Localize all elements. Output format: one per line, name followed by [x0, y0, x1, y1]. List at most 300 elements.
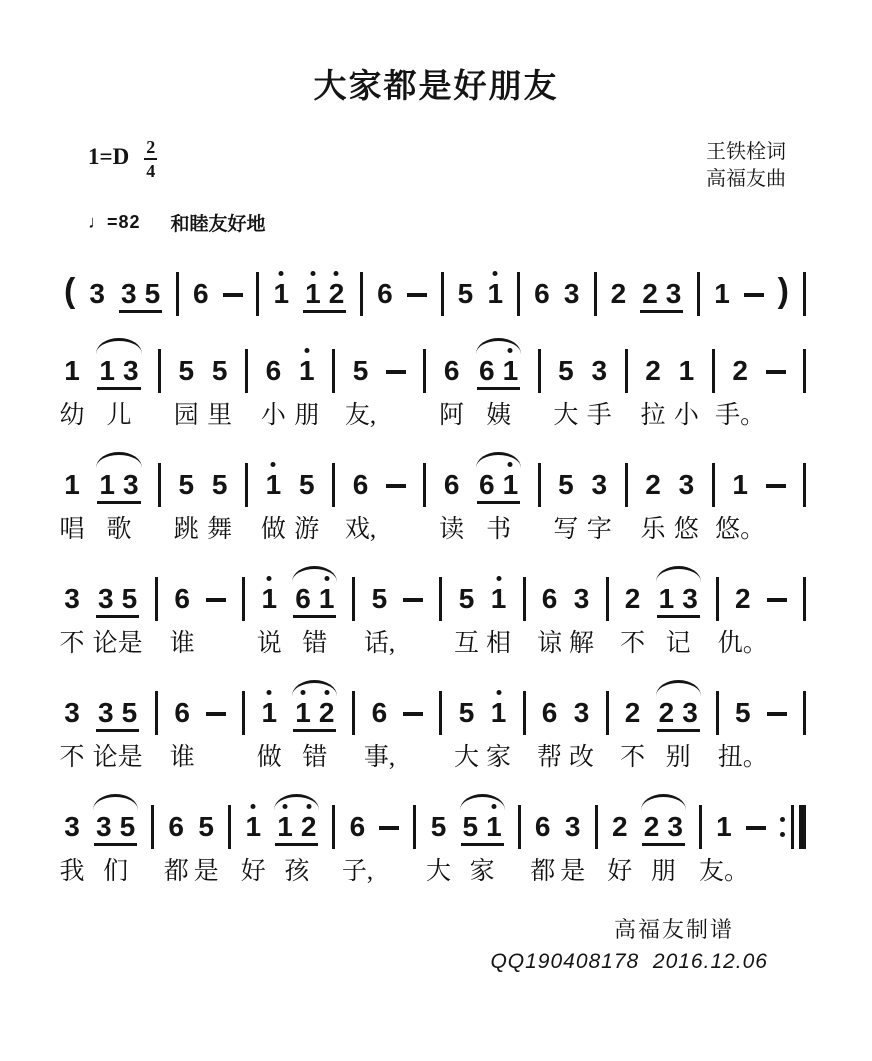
note — [487, 260, 503, 308]
note — [530, 793, 556, 885]
score — [0, 236, 872, 885]
lyric-syllable: 说 — [256, 630, 282, 657]
barline — [517, 272, 520, 316]
eighth-beam — [461, 813, 504, 846]
dash-line — [746, 826, 766, 830]
lyric-syllable: 不 — [59, 630, 85, 657]
barline — [699, 805, 702, 849]
note-digit-high-octave: 1 — [318, 583, 335, 614]
slur-arc — [96, 452, 141, 468]
slur-arc — [292, 680, 337, 696]
slur-arc — [641, 794, 686, 810]
time-signature-denominator: 4 — [146, 161, 156, 181]
note — [59, 337, 85, 429]
lyric-syllable: 好 — [240, 858, 266, 885]
barline — [594, 272, 597, 316]
barline — [155, 691, 158, 735]
note — [560, 793, 586, 885]
eighth-beam — [119, 280, 162, 313]
note-digit-high-octave: 1 — [490, 697, 507, 728]
note-digit: 6 — [174, 697, 190, 728]
eighth-beam — [275, 813, 318, 846]
dash-note — [744, 260, 764, 297]
lyric-syllable: 姨 — [486, 402, 512, 429]
note-group — [119, 260, 162, 313]
note-digit: 3 — [64, 583, 80, 614]
note-group — [657, 565, 700, 657]
note-digit: 1 — [714, 278, 730, 309]
lyric-syllable: 错 — [302, 630, 328, 657]
dash-line — [206, 598, 226, 602]
barline — [332, 463, 335, 507]
note-digit: 3 — [563, 278, 580, 309]
dash-note — [766, 451, 786, 488]
slur-arc — [656, 566, 701, 582]
lyric-syllable: 事, — [363, 744, 396, 771]
lyric-syllable: 大 — [553, 402, 579, 429]
barline — [625, 349, 628, 393]
key-signature: 1=D — [88, 144, 130, 169]
note-digit-high-octave: 1 — [298, 355, 315, 386]
slur-arc — [96, 338, 141, 354]
eighth-beam — [97, 471, 140, 504]
note — [363, 565, 396, 657]
dash-note — [767, 565, 787, 602]
barline — [606, 691, 609, 735]
note-digit: 3 — [98, 583, 114, 614]
note-digit: 5 — [558, 355, 574, 386]
note — [457, 260, 473, 308]
note — [553, 337, 579, 429]
note-digit-high-octave: 1 — [487, 278, 504, 309]
note-digit-high-octave: 1 — [295, 697, 311, 728]
barline — [625, 463, 628, 507]
note — [537, 679, 563, 771]
note-digit: 5 — [211, 469, 228, 500]
lyric-syllable: 改 — [569, 744, 595, 771]
eighth-beam — [94, 813, 137, 846]
lyric-syllable: 论是 — [92, 744, 143, 771]
dash-line — [403, 598, 423, 602]
dash-note — [223, 260, 243, 297]
note — [673, 451, 699, 543]
barline — [712, 349, 715, 393]
note — [169, 565, 195, 657]
note — [89, 260, 105, 308]
lyric-syllable: 谁 — [169, 630, 195, 657]
dash-line — [379, 826, 399, 830]
note-digit-high-octave: 1 — [486, 811, 502, 842]
lyric-syllable: 话, — [363, 630, 396, 657]
lyric-syllable: 小 — [260, 402, 286, 429]
note-digit: 3 — [64, 811, 80, 842]
note — [640, 337, 666, 429]
note-digit: 3 — [96, 811, 112, 842]
dash-line — [744, 293, 764, 297]
note — [569, 679, 595, 771]
note-digit: 6 — [265, 355, 282, 386]
note-group — [657, 679, 700, 771]
dash-line — [403, 712, 423, 716]
note-digit: 6 — [349, 811, 366, 842]
barline — [803, 463, 806, 507]
note-digit: 6 — [541, 583, 558, 614]
barline — [523, 577, 526, 621]
note-digit: 2 — [732, 355, 748, 386]
barline — [439, 577, 442, 621]
barline — [176, 272, 179, 316]
dash-note — [386, 451, 406, 488]
note-digit: 5 — [178, 355, 195, 386]
dash-note — [766, 337, 786, 374]
engraver-credit: 高福友制谱 — [613, 917, 734, 942]
note — [534, 260, 550, 308]
lyric-syllable: 我 — [59, 858, 85, 885]
lyric-syllable: 读 — [439, 516, 465, 543]
note — [453, 679, 480, 771]
score-line — [64, 260, 806, 316]
note — [717, 565, 768, 657]
score-line — [59, 451, 806, 543]
note-digit: 5 — [457, 278, 474, 309]
barline — [352, 691, 355, 735]
note-digit-high-octave: 2 — [328, 278, 345, 309]
barline — [716, 691, 719, 735]
barline — [803, 349, 806, 393]
note — [486, 679, 512, 771]
lyric-syllable: 解 — [569, 630, 595, 657]
note — [607, 793, 633, 885]
lyric-syllable: 错 — [302, 744, 328, 771]
lyric-syllable: 都 — [530, 858, 556, 885]
score-line — [59, 337, 806, 429]
barline — [538, 463, 541, 507]
lyric-syllable: 友。 — [698, 858, 749, 885]
barline — [697, 272, 700, 316]
note — [586, 451, 612, 543]
note-digit: 6 — [541, 697, 558, 728]
note — [453, 565, 480, 657]
note-digit: 2 — [624, 697, 641, 728]
dash-line — [766, 370, 786, 374]
dash-line — [407, 293, 427, 297]
note-digit: 3 — [573, 583, 590, 614]
dash-note — [746, 793, 766, 830]
note-digit: 6 — [443, 355, 460, 386]
note-digit: 6 — [352, 469, 369, 500]
note — [715, 451, 766, 543]
lyric-syllable: 舞 — [207, 516, 233, 543]
barline — [242, 577, 245, 621]
repeat-dots — [780, 817, 785, 837]
lyric-syllable: 唱 — [59, 516, 85, 543]
note-digit: 5 — [558, 469, 574, 500]
lyric-syllable: 家 — [486, 744, 512, 771]
dash-line — [386, 484, 406, 488]
note — [260, 337, 286, 429]
barline — [803, 577, 806, 621]
note-group — [92, 679, 143, 771]
note-digit: 6 — [443, 469, 460, 500]
note-digit: 2 — [642, 278, 658, 309]
dash-note — [206, 679, 226, 716]
note-digit: 6 — [377, 278, 393, 309]
note-digit: 3 — [591, 355, 608, 386]
note — [377, 260, 393, 308]
note-digit: 2 — [643, 811, 660, 842]
note-group — [97, 337, 140, 429]
note-digit: 2 — [735, 583, 751, 614]
note-digit: 3 — [682, 697, 698, 728]
lyricist-credit: 王铁栓词 — [706, 141, 786, 163]
note-digit: 5 — [119, 811, 136, 842]
note-group — [97, 451, 140, 543]
lyric-syllable: 记 — [665, 630, 691, 657]
note-digit: 3 — [564, 811, 581, 842]
note — [439, 451, 465, 543]
tempo-mark: ♩=82 — [88, 212, 141, 232]
dash-note — [407, 260, 427, 297]
barline — [439, 691, 442, 735]
note-digit: 3 — [665, 278, 682, 309]
dash-line — [766, 484, 786, 488]
end-repeat-barline — [780, 805, 806, 849]
note-digit: 5 — [371, 583, 388, 614]
meta-row — [0, 107, 872, 193]
note-digit-high-octave: 2 — [318, 697, 335, 728]
note-digit: 3 — [120, 278, 137, 309]
note-digit: 1 — [99, 469, 115, 500]
note — [341, 793, 374, 885]
note — [173, 337, 199, 429]
note — [240, 793, 266, 885]
lyric-syllable: 乐 — [640, 516, 666, 543]
note-digit: 5 — [144, 278, 161, 309]
eighth-beam — [293, 699, 336, 732]
note-digit: 3 — [89, 278, 105, 309]
eighth-beam — [657, 585, 700, 618]
note-digit: 2 — [645, 355, 661, 386]
note-digit-high-octave: 1 — [261, 697, 278, 728]
lyric-syllable: 大 — [453, 744, 480, 771]
note — [207, 337, 233, 429]
note-digit: 5 — [198, 811, 214, 842]
lyric-syllable: 友, — [344, 402, 377, 429]
lyric-syllable: 家 — [469, 858, 495, 885]
note-digit: 2 — [611, 811, 628, 842]
lyric-syllable: 儿 — [106, 402, 132, 429]
note-digit: 5 — [430, 811, 447, 842]
note-group — [303, 260, 346, 313]
lyric-syllable: 歌 — [106, 516, 132, 543]
eighth-beam — [97, 357, 140, 390]
slur-arc — [476, 452, 521, 468]
footer — [0, 907, 872, 974]
barline — [606, 577, 609, 621]
barline — [245, 349, 248, 393]
dash-note — [206, 565, 226, 602]
dash-line — [767, 712, 787, 716]
lyric-syllable: 幼 — [59, 402, 85, 429]
note-digit: 5 — [178, 469, 195, 500]
eighth-beam — [477, 357, 520, 390]
note-digit-high-octave: 1 — [277, 811, 293, 842]
lyric-syllable: 子, — [341, 858, 374, 885]
note-digit: 6 — [534, 278, 550, 309]
note-digit: 1 — [732, 469, 748, 500]
note-digit: 5 — [462, 811, 479, 842]
note-digit: 2 — [624, 583, 641, 614]
note — [59, 679, 85, 771]
lyric-syllable: 写 — [553, 516, 579, 543]
barline — [151, 805, 154, 849]
note-digit-high-octave: 1 — [305, 278, 321, 309]
note-digit: 3 — [591, 469, 608, 500]
lyric-syllable: 别 — [665, 744, 691, 771]
barline — [352, 577, 355, 621]
note-digit: 5 — [121, 697, 138, 728]
lyric-syllable: 悠。 — [715, 516, 766, 543]
note-digit: 5 — [211, 355, 228, 386]
tempo-row — [0, 193, 872, 236]
note — [363, 679, 396, 771]
note-digit-high-octave: 1 — [265, 469, 282, 500]
note-digit: 1 — [678, 355, 695, 386]
song-title: 大家都是好朋友 — [313, 67, 559, 104]
dash-note — [379, 793, 399, 830]
note-digit: 1 — [99, 355, 115, 386]
note-digit: 2 — [645, 469, 661, 500]
note-digit: 6 — [534, 811, 551, 842]
note — [717, 679, 768, 771]
barline — [256, 272, 259, 316]
thin-barline — [791, 805, 794, 849]
lyric-syllable: 不 — [620, 744, 646, 771]
note-digit: 5 — [458, 583, 475, 614]
barline — [155, 577, 158, 621]
note — [256, 679, 282, 771]
note — [715, 337, 766, 429]
note-digit-high-octave: 1 — [273, 278, 290, 309]
note — [537, 565, 563, 657]
key-time-block — [88, 139, 157, 180]
note — [344, 451, 377, 543]
note-digit: 3 — [573, 697, 590, 728]
note — [163, 793, 189, 885]
note — [260, 451, 286, 543]
dash-note — [403, 679, 423, 716]
lyric-syllable: 相 — [486, 630, 512, 657]
dash-note — [403, 565, 423, 602]
lyric-syllable: 都 — [163, 858, 189, 885]
lyric-syllable: 园 — [173, 402, 199, 429]
note-digit: 3 — [64, 697, 80, 728]
parenthesis: ( — [64, 272, 76, 310]
lyric-syllable: 不 — [620, 630, 646, 657]
note — [640, 451, 666, 543]
barline — [245, 463, 248, 507]
note — [620, 565, 646, 657]
note — [59, 451, 85, 543]
lyric-syllable: 不 — [59, 744, 85, 771]
barline — [413, 805, 416, 849]
note-group — [477, 451, 520, 543]
note — [486, 565, 512, 657]
barline — [158, 463, 161, 507]
note-digit: 3 — [122, 469, 139, 500]
barline — [441, 272, 444, 316]
lyric-syllable: 好 — [607, 858, 633, 885]
lyric-syllable: 做 — [260, 516, 286, 543]
expression-text: 和睦友好地 — [170, 214, 266, 235]
lyric-syllable: 朋 — [650, 858, 676, 885]
score-line — [59, 565, 806, 657]
note — [698, 793, 749, 885]
barline — [158, 349, 161, 393]
note-group — [293, 679, 336, 771]
note — [344, 337, 377, 429]
barline — [242, 691, 245, 735]
eighth-beam — [96, 699, 139, 732]
lyric-syllable: 是 — [560, 858, 586, 885]
eighth-beam — [303, 280, 346, 313]
note-digit-high-octave: 1 — [261, 583, 278, 614]
note-group — [92, 565, 143, 657]
lyric-syllable: 拉 — [640, 402, 666, 429]
lyric-syllable: 戏, — [344, 516, 377, 543]
note — [256, 565, 282, 657]
note — [620, 679, 646, 771]
lyric-syllable: 帮 — [537, 744, 563, 771]
note-digit: 3 — [98, 697, 114, 728]
note-digit: 6 — [168, 811, 184, 842]
note — [610, 260, 626, 308]
barline — [538, 349, 541, 393]
score-line — [59, 679, 806, 771]
note-digit: 5 — [352, 355, 369, 386]
note-digit: 6 — [371, 697, 388, 728]
note-group — [94, 793, 137, 885]
lyric-syllable: 手 — [586, 402, 612, 429]
note-group — [275, 793, 318, 885]
dash-note — [386, 337, 406, 374]
eighth-beam — [642, 813, 685, 846]
thick-barline — [799, 805, 806, 849]
lyric-syllable: 悠 — [673, 516, 699, 543]
lyric-syllable: 小 — [673, 402, 699, 429]
note-digit: 1 — [64, 469, 80, 500]
lyric-syllable: 孩 — [284, 858, 310, 885]
note-digit: 6 — [479, 469, 495, 500]
note-group — [642, 793, 685, 885]
lyric-syllable: 们 — [103, 858, 129, 885]
lyric-syllable: 朋 — [294, 402, 320, 429]
slur-arc — [656, 680, 701, 696]
note — [193, 793, 219, 885]
eighth-beam — [477, 471, 520, 504]
dash-line — [767, 598, 787, 602]
eighth-beam — [640, 280, 683, 313]
lyric-syllable: 阿 — [439, 402, 465, 429]
lyric-syllable: 书 — [486, 516, 512, 543]
lyric-syllable: 是 — [193, 858, 219, 885]
note-digit: 5 — [298, 469, 315, 500]
note-digit: 2 — [658, 697, 675, 728]
note-digit: 3 — [682, 583, 698, 614]
barline — [712, 463, 715, 507]
barline — [228, 805, 231, 849]
barline — [595, 805, 598, 849]
